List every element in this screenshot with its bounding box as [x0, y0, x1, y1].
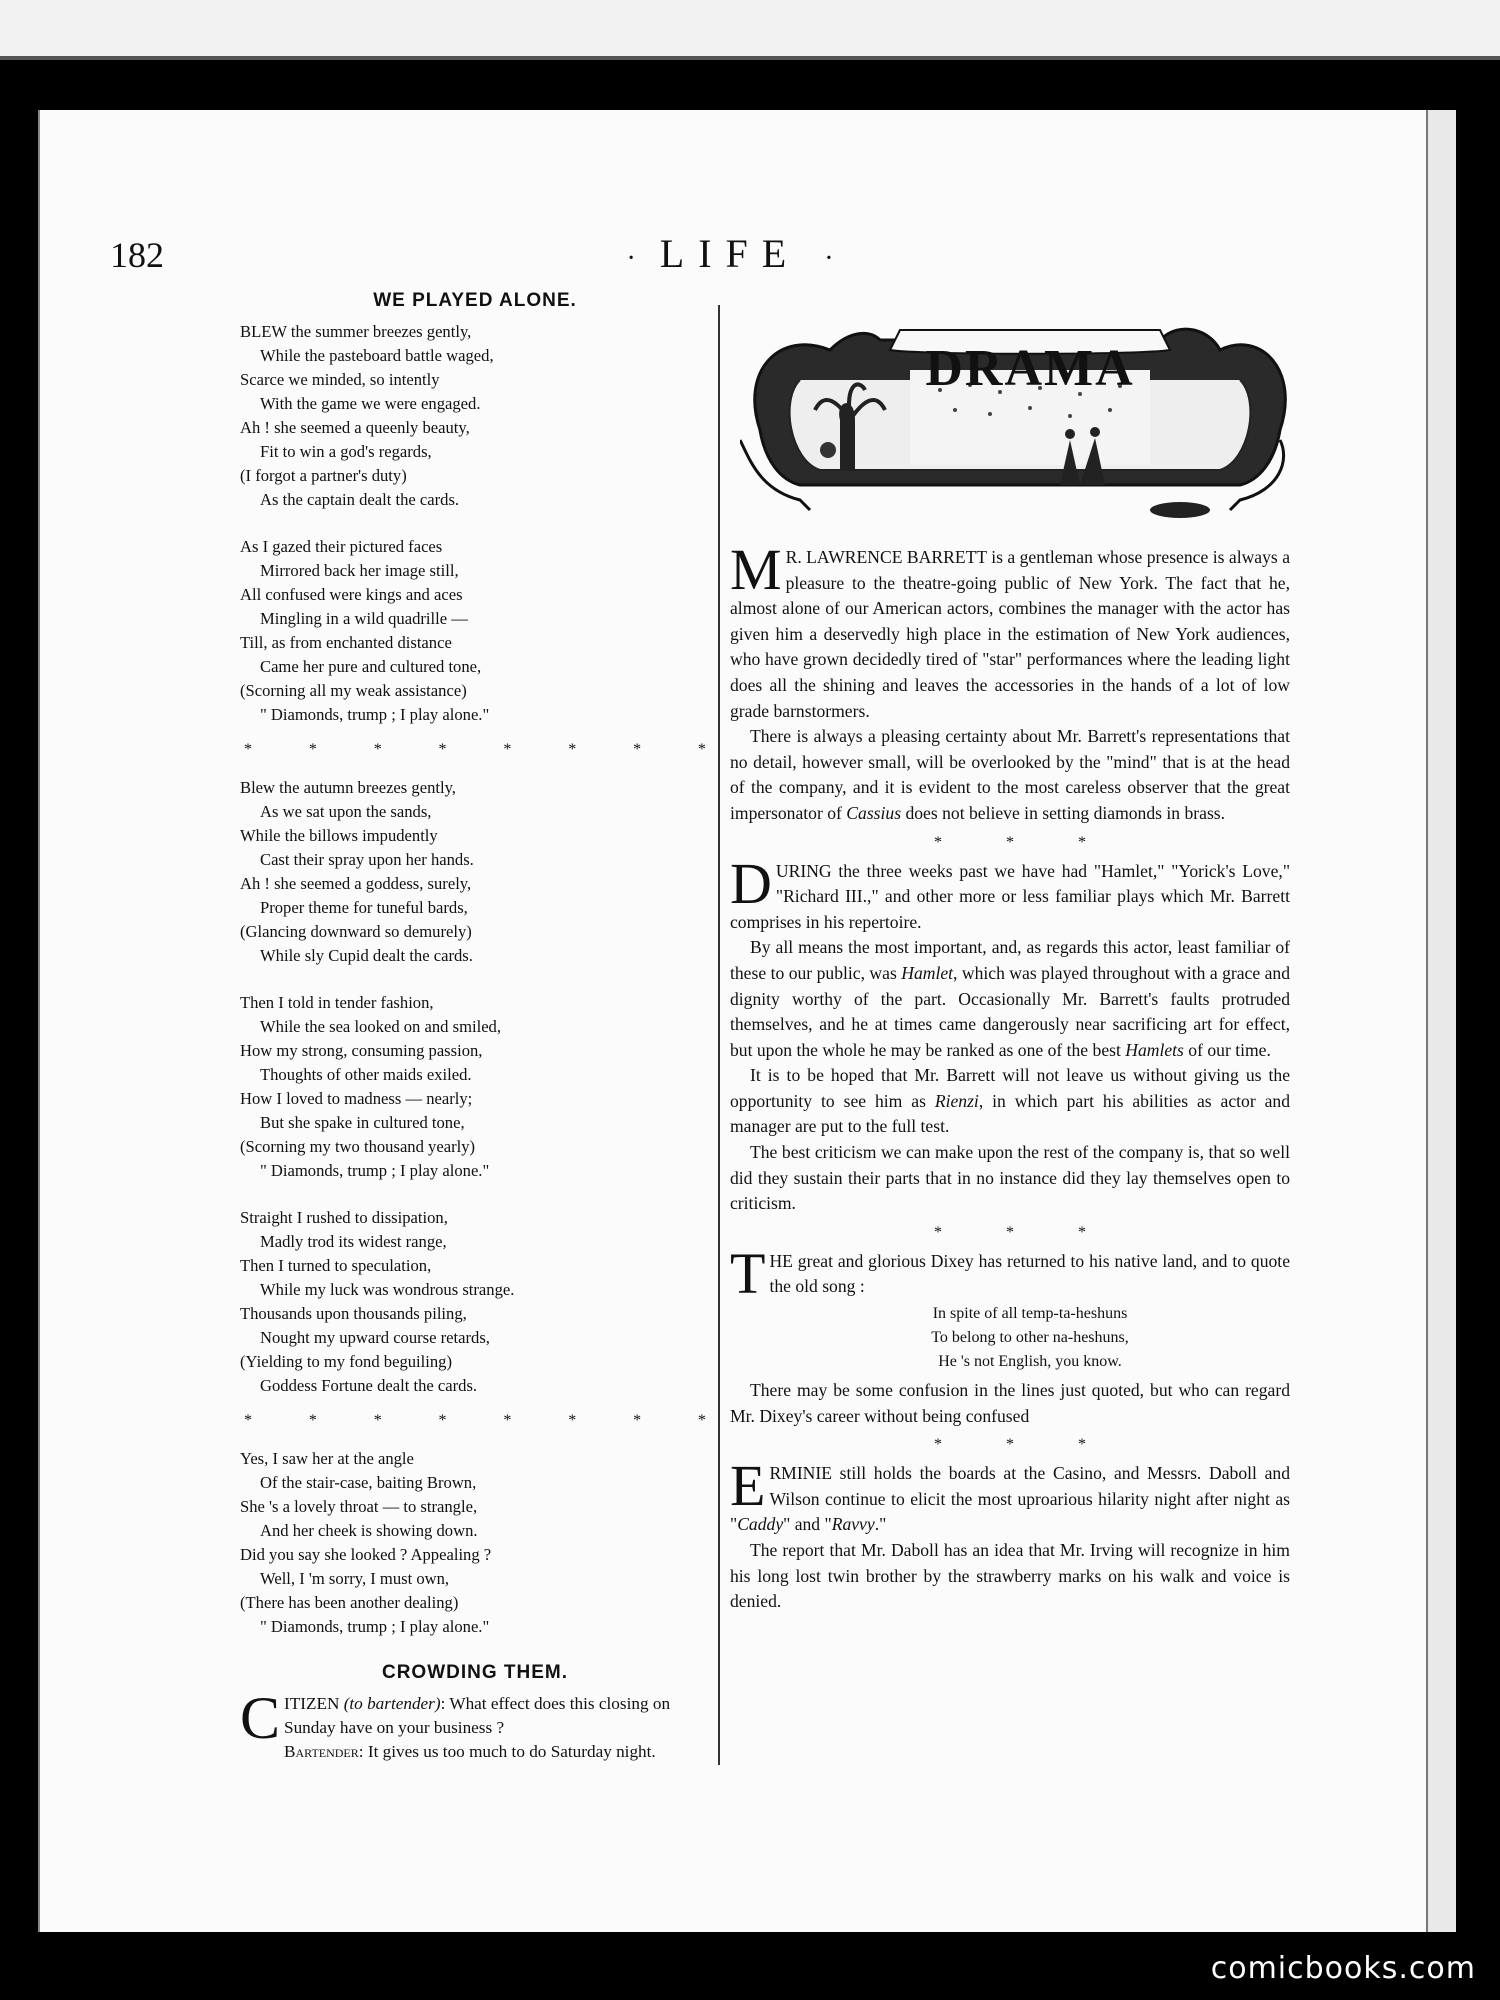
drama-paragraph-1 [730, 537, 1290, 724]
drama-dropcap-e: E [730, 1453, 766, 1519]
poem-line: Straight I rushed to dissipation, [240, 1208, 448, 1227]
drama-p2b: does not believe in setting diamonds in brass. [901, 802, 1226, 823]
separator-star: * [373, 741, 382, 758]
crowding-question: : What effect does this closing on Sunday have on your business ? [284, 1694, 671, 1737]
drama-paragraph-6: The best criticism we can make upon the rest of the company is, that so well did they sustain their parts that in no instance did they lay themselves open to criticism. [730, 1142, 1290, 1214]
poem-line: Ah ! she seemed a goddess, surely, [240, 874, 472, 893]
crowding-answer-speaker: Bartender [284, 1742, 359, 1761]
crowding-title: CROWDING THEM. [381, 1662, 569, 1683]
poem-stanza [240, 535, 710, 727]
drama-p2a: There is always a pleasing certainty about Mr. Barrett's representations that no detail, however small, will be overlooked by the "mind" that is at the head of the company, and it is evident to the most careless observer that the great impersonator of [730, 726, 1290, 823]
drama-p4-italic: Hamlet [901, 962, 954, 983]
poem-line: Well, I 'm sorry, I must own, [260, 1569, 450, 1588]
poem-line: (Yielding to my fond beguiling) [240, 1352, 453, 1371]
drama-banner-title: DRAMA [925, 340, 1135, 397]
poem-line: (Scorning my two thousand yearly) [240, 1137, 476, 1156]
drama-paragraph-10: The report that Mr. Daboll has an idea that Mr. Irving will recognize in him his long lost twin brother by the strawberry marks on his walk and voice is denied. [730, 1540, 1290, 1612]
poem-line: (I forgot a partner's duty) [240, 466, 407, 485]
drama-paragraph-4 [730, 935, 1290, 1063]
poem-line: While the sea looked on and smiled, [260, 1017, 502, 1036]
drama-p5a: It is to be hoped that Mr. Barrett will not leave us without giving us the opportunity to see him as [730, 1065, 1290, 1111]
drama-dropcap-d: D [730, 850, 772, 916]
section-separator-1: * * * [934, 833, 1116, 851]
crowding-anecdote [240, 1685, 710, 1764]
poem-line: Mirrored back her image still, [260, 561, 459, 580]
poem-line: Thoughts of other maids exiled. [260, 1065, 472, 1084]
separator-star: * [373, 1412, 382, 1429]
poem-line: Proper theme for tuneful bards, [260, 898, 468, 917]
poem-line: " Diamonds, trump ; I play alone." [260, 705, 490, 724]
previous-page-strip [0, 0, 1500, 60]
drama-paragraph-3 [730, 850, 1290, 936]
watermark: comicbooks.com [1210, 1951, 1476, 1986]
separator-star: * [633, 741, 642, 758]
poem-line: Came her pure and cultured tone, [260, 657, 482, 676]
poem-line: With the game we were engaged. [260, 394, 481, 413]
stanza-separator [240, 1409, 710, 1433]
poem-line: But she spake in cultured tone, [260, 1113, 465, 1132]
poem-stanza [240, 1206, 710, 1398]
separator-star: * [568, 1412, 577, 1429]
poem-line: While the pasteboard battle waged, [260, 346, 494, 365]
column-divider [718, 305, 720, 1765]
separator-star: * [308, 741, 317, 758]
poem-stanza [240, 320, 710, 512]
separator-star: * [568, 741, 577, 758]
separator-star: * [633, 1412, 642, 1429]
poem-stanza [240, 1447, 710, 1639]
song-line-1: In spite of all temp-ta-heshuns [932, 1305, 1128, 1323]
drama-p9-italic2: Ravvy [831, 1514, 875, 1535]
poem-line: How I loved to madness — nearly; [240, 1089, 473, 1108]
poem-line: (Scorning all my weak assistance) [240, 681, 467, 700]
poem-line: She 's a lovely throat — to strangle, [240, 1497, 478, 1516]
poem-line: Then I told in tender fashion, [240, 993, 434, 1012]
drama-p5-italic: Rienzi [934, 1090, 979, 1111]
crowding-answer: : It gives us too much to do Saturday night. [358, 1742, 656, 1761]
separator-star: * [438, 1412, 447, 1429]
drama-p7-text: HE great and glorious Dixey has returned to his native land, and to quote the old song : [769, 1250, 1290, 1297]
separator-star: * [697, 741, 706, 758]
poem-stanza [240, 776, 710, 968]
poem-line: Scarce we minded, so intently [240, 370, 440, 389]
poem-line: BLEW the summer breezes gently, [240, 322, 472, 341]
masthead-title: LIFE [659, 231, 801, 276]
crowding-stage-direction: (to bartender) [343, 1694, 441, 1713]
left-column [240, 290, 710, 1764]
separator-star: * [244, 1412, 252, 1429]
drama-paragraph-7 [730, 1240, 1290, 1306]
masthead-dot-right: · [824, 243, 834, 274]
poem-line: Did you say she looked ? Appealing ? [240, 1545, 492, 1564]
poem-line: Nought my upward course retards, [260, 1328, 490, 1347]
drama-dropcap-t: T [730, 1240, 766, 1306]
drama-paragraph-8: There may be some confusion in the lines just quoted, but who can regard Mr. Dixey's career without being confused [730, 1380, 1290, 1426]
drama-paragraph-9 [730, 1453, 1290, 1538]
separator-star: * [503, 741, 512, 758]
drama-p1-text: R. LAWRENCE BARRETT is a gentleman whose presence is always a pleasure to the theatre-going public of New York. The fact that he, almost alone of our American actors, combines the manager with the actor has given him a deservedly high place in the estimation of New York audiences, who have grown decidedly tired of "star" performances where the leading light does all the shining and leaves the accessories in the hands of a lot of low grade barnstormers. [730, 547, 1290, 721]
drama-p9b: " and " [783, 1514, 832, 1535]
page-number: 182 [110, 235, 164, 275]
poem-line: As we sat upon the sands, [260, 802, 432, 821]
section-separator-3: * * * [934, 1436, 1116, 1454]
separator-star: * [244, 741, 252, 758]
poem-line: " Diamonds, trump ; I play alone." [260, 1161, 490, 1180]
drama-p2-italic: Cassius [846, 802, 902, 823]
drama-p4a: By all means the most important, and, as regards this actor, least familiar of these to our public, was [730, 937, 1290, 983]
separator-star: * [697, 1412, 706, 1429]
poem-title: WE PLAYED ALONE. [373, 290, 577, 311]
drama-paragraph-5 [730, 1063, 1290, 1140]
poem-line: Till, as from enchanted distance [240, 633, 452, 652]
drama-p5b: , in which part his abilities as actor and manager are put to the full test. [730, 1090, 1290, 1137]
drama-p3-text: URING the three weeks past we have had "Hamlet," "Yorick's Love," "Richard III.," and other more or less familiar plays which Mr. Barrett comprises in his repertoire. [730, 860, 1290, 932]
separator-star: * [308, 1412, 317, 1429]
poem-line: As I gazed their pictured faces [240, 537, 443, 556]
poem-body [240, 320, 710, 1639]
song-line-3: He 's not English, you know. [938, 1353, 1122, 1371]
poem-line: Madly trod its widest range, [260, 1232, 447, 1251]
poem-line: How my strong, consuming passion, [240, 1041, 483, 1060]
drama-p4c: of our time. [1183, 1039, 1271, 1060]
song-quote [770, 1302, 1290, 1374]
masthead-dot-left: · [626, 243, 636, 274]
poem-line: Then I turned to speculation, [240, 1256, 432, 1275]
masthead [600, 230, 860, 277]
drama-dropcap-m: M [730, 537, 782, 602]
separator-star: * [438, 741, 447, 758]
poem-line: Goddess Fortune dealt the cards. [260, 1376, 478, 1395]
poem-line: Mingling in a wild quadrille — [260, 609, 468, 628]
poem-line: (Glancing downward so demurely) [240, 922, 472, 941]
poem-line: Thousands upon thousands piling, [240, 1304, 467, 1323]
poem-line: (There has been another dealing) [240, 1593, 459, 1612]
page-edge-line [0, 56, 1500, 60]
drama-paragraph-2 [730, 724, 1290, 826]
crowding-speaker: ITIZEN [284, 1694, 340, 1713]
next-page-edge [1426, 110, 1456, 1932]
separator-star: * [503, 1412, 512, 1429]
poem-line: And her cheek is showing down. [260, 1521, 478, 1540]
right-column [730, 537, 1290, 1615]
poem-line: As the captain dealt the cards. [260, 490, 460, 509]
drama-p9a: RMINIE still holds the boards at the Casino, and Messrs. Daboll and Wilson continue to elicit the most uproarious hilarity night after night as " [730, 1463, 1290, 1535]
drama-p9c: ." [874, 1514, 887, 1535]
poem-line: Cast their spray upon her hands. [260, 850, 474, 869]
song-line-2: To belong to other na-heshuns, [931, 1329, 1129, 1347]
stanza-separator [240, 738, 710, 762]
drama-p4-italic2: Hamlets [1125, 1039, 1184, 1060]
drama-p9-italic: Caddy [737, 1514, 784, 1535]
poem-line: " Diamonds, trump ; I play alone." [260, 1617, 490, 1636]
poem-line: While my luck was wondrous strange. [260, 1280, 515, 1299]
poem-line: Fit to win a god's regards, [260, 442, 432, 461]
section-separator-2: * * * [934, 1223, 1116, 1241]
poem-line: Ah ! she seemed a queenly beauty, [240, 418, 470, 437]
poem-stanza [240, 991, 710, 1183]
poem-line: Yes, I saw her at the angle [240, 1449, 414, 1468]
poem-line: Blew the autumn breezes gently, [240, 778, 456, 797]
drama-banner-illustration [740, 310, 1300, 535]
poem-line: While sly Cupid dealt the cards. [260, 946, 473, 965]
crowding-dropcap: C [240, 1685, 281, 1751]
poem-line: All confused were kings and aces [240, 585, 463, 604]
poem-line: Of the stair-case, baiting Brown, [260, 1473, 477, 1492]
poem-line: While the billows impudently [240, 826, 438, 845]
drama-p4b: , which was played throughout with a grace and dignity worthy of the part. Occasionally Mr. Barrett's faults protruded themselves, and he at times came dangerously near sacrificing art for effect, but upon the whole he may be ranked as one of the best [730, 962, 1290, 1060]
